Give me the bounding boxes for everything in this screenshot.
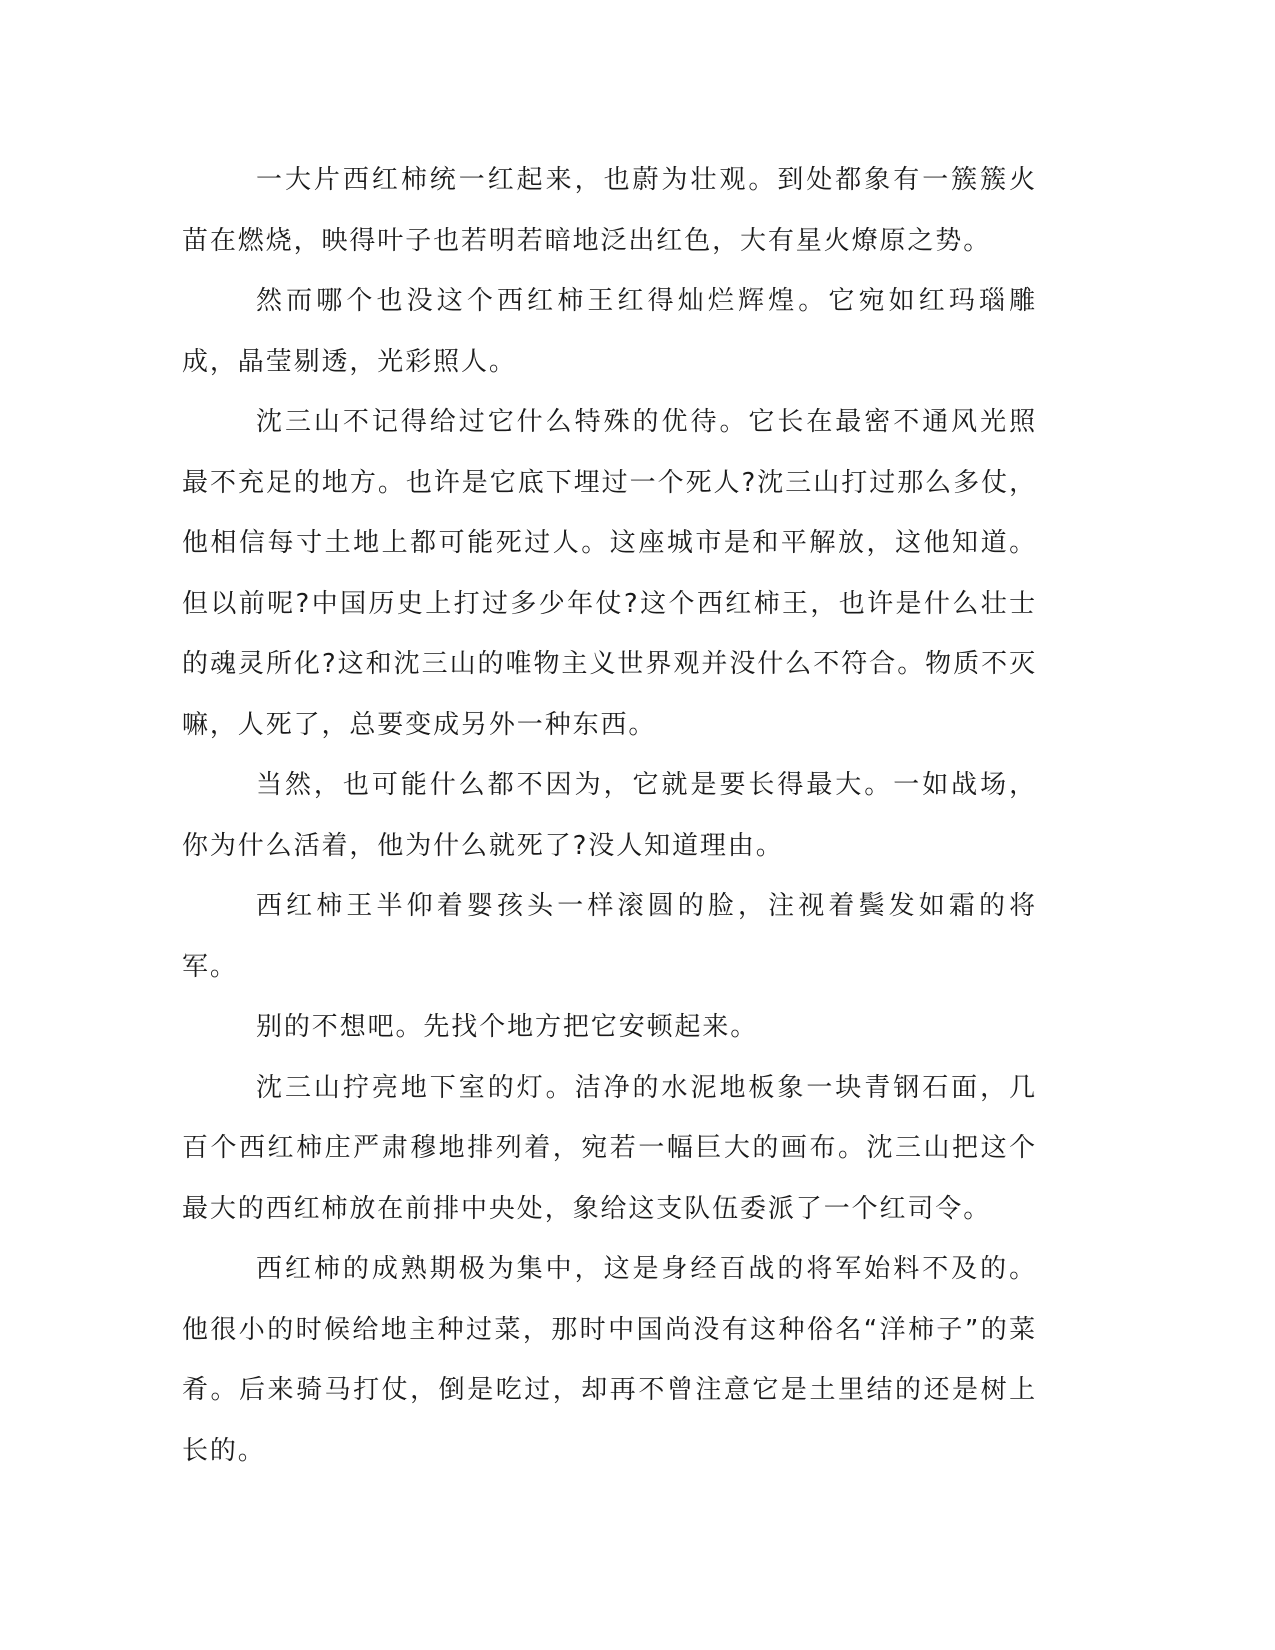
paragraph-4: 当然，也可能什么都不因为，它就是要长得最大。一如战场，你为什么活着，他为什么就死了?没人知道理由。 xyxy=(182,770,1037,861)
paragraph-7: 沈三山拧亮地下室的灯。洁净的水泥地板象一块青钢石面，几百个西红柿庄严肃穆地排列着，宛若一幅巨大的画布。沈三山把这个最大的西红柿放在前排中央处，象给这支队伍委派了一个红司令。 xyxy=(182,1072,1037,1224)
paragraph-3: 沈三山不记得给过它什么特殊的优待。它长在最密不通风光照最不充足的地方。也许是它底下埋过一个死人?沈三山打过那么多仗，他相信每寸土地上都可能死过人。这座城市是和平解放，这他知道。但以前呢?中国历史上打过多少年仗?这个西红柿王，也许是什么壮士的魂灵所化?这和沈三山的唯物主义世界观并没什么不符合。物质不灭嘛，人死了，总要变成另外一种东西。 xyxy=(182,407,1037,740)
paragraph-6: 别的不想吧。先找个地方把它安顿起来。 xyxy=(256,1012,759,1042)
body-text xyxy=(182,150,1037,1481)
paragraph-2: 然而哪个也没这个西红柿王红得灿烂辉煌。它宛如红玛瑙雕成，晶莹剔透，光彩照人。 xyxy=(182,286,1037,377)
paragraph-8: 西红柿的成熟期极为集中，这是身经百战的将军始料不及的。他很小的时候给地主种过菜，那时中国尚没有这种俗名“洋柿子”的菜肴。后来骑马打仗，倒是吃过，却再不曾注意它是土里结的还是树上长的。 xyxy=(182,1254,1037,1466)
paragraph-5: 西红柿王半仰着婴孩头一样滚圆的脸，注视着鬓发如霜的将军。 xyxy=(182,891,1037,982)
paragraph-1: 一大片西红柿统一红起来，也蔚为壮观。到处都象有一簇簇火苗在燃烧，映得叶子也若明若暗地泛出红色，大有星火燎原之势。 xyxy=(182,165,1037,256)
